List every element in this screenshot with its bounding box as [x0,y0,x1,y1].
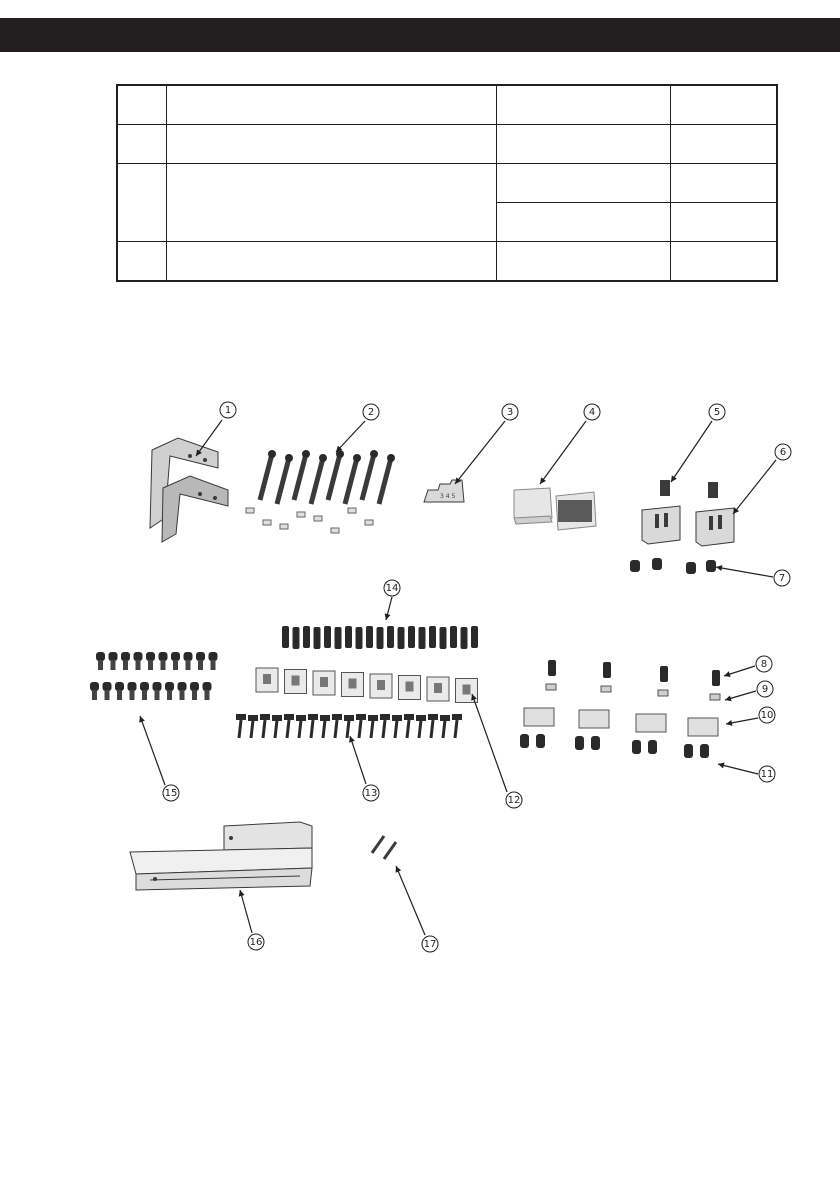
table-cell [670,85,777,125]
screw-head [115,682,124,691]
screw-head [165,682,174,691]
screw-shank [161,660,166,670]
screw-shank [335,720,337,738]
leader-arrowhead [239,890,245,897]
leader-line [336,421,365,452]
screw [419,627,426,649]
clip-slot [320,677,328,687]
screw-head [236,714,246,720]
screw-shank [455,720,457,738]
table-cell [497,242,670,282]
screw-head [128,682,137,691]
bolt-head [370,450,378,458]
anchor-sleeve [314,516,322,521]
screw [536,734,545,748]
callout-number: 14 [385,583,399,594]
screw-head [404,714,414,720]
callout-number: 3 [506,407,514,418]
part-17-pin [372,836,396,859]
washer [658,690,668,696]
bolt-shank [328,454,340,500]
clip-slot [263,674,271,684]
clip-slot [377,680,385,690]
screw-shank [347,720,349,738]
screw-shank [192,690,197,700]
table-cell [117,125,167,164]
anchor-sleeve [297,512,305,517]
screw-shank [130,690,135,700]
parts-diagram [0,390,840,960]
bolt-head [268,450,276,458]
anchor-sleeve [280,524,288,529]
table-cell [497,203,670,242]
table-cell [167,125,497,164]
screw [398,627,405,649]
bolt-shank [345,458,357,504]
table-cell [117,164,167,242]
screw-head [203,682,212,691]
part-8-11-assembly [520,660,720,758]
screw-head [190,682,199,691]
callout-number: 4 [588,407,596,418]
screw [648,740,657,754]
callout-number: 8 [760,659,768,670]
leader-line [540,421,586,484]
screw-shank [407,720,409,738]
leader-arrowhead [718,763,725,769]
table-row [117,164,777,203]
screw [630,560,640,572]
leader-line [716,567,773,577]
screw-head [134,652,143,661]
screw-shank [371,720,373,738]
leader-arrowhead [671,475,677,482]
callout-number: 13 [364,788,378,799]
screw [303,626,310,648]
plate [688,718,718,736]
screw-head [332,714,342,720]
screw-shank [155,690,160,700]
screw-shank [383,720,385,738]
table-cell [497,85,670,125]
bolt-shank [294,454,306,500]
table-cell [167,85,497,125]
table-header-row [117,85,777,125]
screw-shank [105,690,110,700]
bolt-head [285,454,293,462]
screw-shank [205,690,210,700]
part-5-6-slotted-bracket [642,480,734,546]
bolt [712,670,720,686]
screw-shank [142,690,147,700]
part-4-l-plate [514,488,596,530]
screw-head [260,714,270,720]
screw-shank [263,720,265,738]
bolt [548,660,556,676]
screw-shank [186,660,191,670]
leader-arrowhead [349,736,355,743]
screw-shank [323,720,325,738]
screw [520,734,529,748]
callout-number: 11 [760,769,774,780]
screw-head [178,682,187,691]
screw [366,626,373,648]
part-2-expansion-bolt [246,450,395,533]
screw-shank [395,720,397,738]
screw-head [171,652,180,661]
clip-slot [434,683,442,693]
bolt [660,666,668,682]
bolt [603,662,611,678]
screw [632,740,641,754]
screw [335,627,342,649]
screw-shank [148,660,153,670]
screw-shank [239,720,241,738]
part-1-angle-bracket [150,438,228,542]
screw [345,626,352,648]
screw [282,626,289,648]
screw [471,626,478,648]
callout-number: 1 [224,405,232,416]
screw-head [153,682,162,691]
leader-line [718,764,758,774]
bolt-head [387,454,395,462]
part-13-screw [236,714,462,738]
leader-line [455,421,505,484]
screw-head [428,714,438,720]
screw-shank [211,660,216,670]
anchor-sleeve [348,508,356,513]
anchor-sleeve [263,520,271,525]
callout-number: 7 [778,573,786,584]
screw-head [209,652,218,661]
screw-shank [443,720,445,738]
table-cell [167,164,497,242]
screw-shank [251,720,253,738]
screw [700,744,709,758]
screw [686,562,696,574]
bolt-shank [260,454,272,500]
plate [636,714,666,732]
screw-shank [117,690,122,700]
screw-shank [123,660,128,670]
table-cell [670,242,777,282]
leader-arrowhead [385,613,391,620]
screw [440,627,447,649]
callout-number: 15 [164,788,178,799]
table-cell [167,242,497,282]
clip-slot [406,682,414,692]
callout-number: 9 [761,684,769,695]
table-row [117,125,777,164]
screw [684,744,693,758]
leader-arrowhead [726,720,732,726]
bolt-shank [311,458,323,504]
screw [377,627,384,649]
screw [450,626,457,648]
screw-head [356,714,366,720]
table-cell [670,125,777,164]
washer [710,694,720,700]
part-15-screw [90,652,218,700]
clip-slot [292,676,300,686]
screw-shank [167,690,172,700]
screw-shank [111,660,116,670]
screw [324,626,331,648]
leader-line [472,694,507,792]
table-row [117,242,777,282]
screw-head [140,682,149,691]
part-16-channel-assembly [130,822,312,890]
callout-number: 16 [249,937,263,948]
bolt-head [353,454,361,462]
bolt-head [319,454,327,462]
leader-arrowhead [716,565,722,571]
screw-shank [98,660,103,670]
screw [387,626,394,648]
part-3-template-card [424,480,464,502]
washer [546,684,556,690]
screw-head [184,652,193,661]
washer [601,686,611,692]
svg-text:3 4 5: 3 4 5 [440,493,456,500]
callout-number: 10 [760,710,774,721]
screw-shank [299,720,301,738]
screw [408,626,415,648]
anchor-sleeve [246,508,254,513]
bolt-shank [362,454,374,500]
screw-shank [198,660,203,670]
screw-head [452,714,462,720]
screw-shank [287,720,289,738]
screw-head [103,682,112,691]
screw-head [159,652,168,661]
screw-shank [173,660,178,670]
bolt-head [302,450,310,458]
part-12-clip [256,668,478,703]
plate [579,710,609,728]
clip-slot [349,679,357,689]
screw-head [284,714,294,720]
screw-shank [275,720,277,738]
clip-slot [463,685,471,695]
leader-arrowhead [540,477,546,484]
screw-head [196,652,205,661]
screw [314,627,321,649]
callout-number: 12 [507,795,521,806]
screw [293,627,300,649]
screw-shank [136,660,141,670]
bolt-shank [277,458,289,504]
screw-head [380,714,390,720]
leader-arrowhead [725,695,732,701]
header-bar [0,18,840,52]
screw-head [146,652,155,661]
screw [706,560,716,572]
screw [652,558,662,570]
table-cell [117,242,167,282]
table-cell [497,164,670,203]
screw [461,627,468,649]
table-cell [117,85,167,125]
screw-shank [311,720,313,738]
leader-line [733,460,776,514]
screw-head [90,682,99,691]
screw-head [96,652,105,661]
screw-shank [180,690,185,700]
part-14-screw [282,626,478,649]
leader-line [671,421,712,482]
screw-head [308,714,318,720]
spec-table [116,84,778,282]
leader-line [240,890,252,933]
screw-shank [92,690,97,700]
table-cell [670,164,777,203]
anchor-sleeve [365,520,373,525]
part-7-screw [630,558,716,574]
table-cell [497,125,670,164]
screw-shank [431,720,433,738]
leader-line [396,866,425,935]
plate [524,708,554,726]
leader-line [350,736,366,784]
leader-line [140,716,165,785]
bolt-shank [379,458,391,504]
screw [575,736,584,750]
callout-number: 6 [779,447,787,458]
screw [356,627,363,649]
callout-number: 2 [367,407,375,418]
screw-head [109,652,118,661]
screw-shank [359,720,361,738]
screw-shank [419,720,421,738]
callout-number: 17 [423,939,437,950]
callout-number: 5 [713,407,721,418]
screw-head [121,652,130,661]
screw [591,736,600,750]
table-cell [670,203,777,242]
screw [429,626,436,648]
anchor-sleeve [331,528,339,533]
